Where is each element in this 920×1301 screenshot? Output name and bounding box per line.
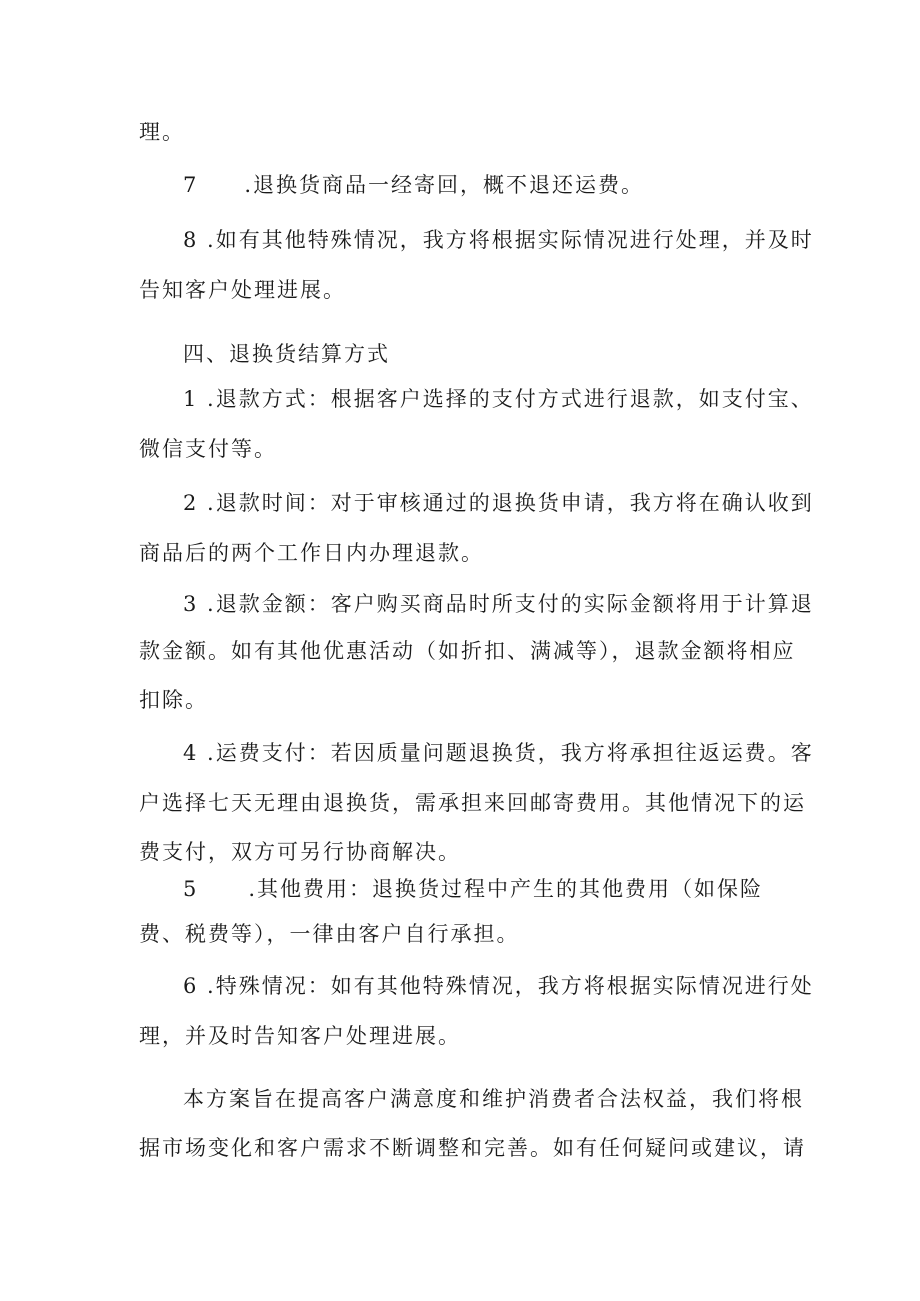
list-item-5 xyxy=(183,875,763,903)
text-line: 据市场变化和客户需求不断调整和完善。如有任何疑问或建议，请 xyxy=(139,1136,806,1160)
item-number: 5 xyxy=(183,877,199,901)
list-item-6: 6 .特殊情况：如有其他特殊情况，我方将根据实际情况进行处 xyxy=(183,974,814,998)
text-line: 扣除。 xyxy=(139,688,208,712)
section-heading: 四、退换货结算方式 xyxy=(183,342,390,366)
list-item-1: 1 .退款方式：根据客户选择的支付方式进行退款，如支付宝、 xyxy=(183,387,814,411)
item-number: 7 xyxy=(183,173,199,197)
text-line: 款金额。如有其他优惠活动（如折扣、满减等），退款金额将相应 xyxy=(139,639,796,663)
list-item-4: 4 .运费支付：若因质量问题退换货，我方将承担往返运费。客 xyxy=(183,741,814,765)
list-item-3: 3 .退款金额：客户购买商品时所支付的实际金额将用于计算退 xyxy=(183,592,814,616)
list-item-7 xyxy=(183,171,644,199)
item-text: .其他费用：退换货过程中产生的其他费用（如保险 xyxy=(248,877,764,901)
paragraph-line: 本方案旨在提高客户满意度和维护消费者合法权益，我们将根 xyxy=(183,1087,804,1111)
text-line: 理，并及时告知客户处理进展。 xyxy=(139,1024,461,1048)
text-line: 商品后的两个工作日内办理退款。 xyxy=(139,541,484,565)
list-item-8: 8 .如有其他特殊情况，我方将根据实际情况进行处理，并及时 xyxy=(183,228,814,252)
text-line: 费支付，双方可另行协商解决。 xyxy=(139,840,461,864)
text-line: 费、税费等），一律由客户自行承担。 xyxy=(139,922,520,946)
text-line: 理。 xyxy=(139,120,185,144)
text-line: 告知客户处理进展。 xyxy=(139,278,346,302)
list-item-2: 2 .退款时间：对于审核通过的退换货申请，我方将在确认收到 xyxy=(183,491,814,515)
item-text: .退换货商品一经寄回，概不退还运费。 xyxy=(244,173,645,197)
text-line: 户选择七天无理由退换货，需承担来回邮寄费用。其他情况下的运 xyxy=(139,791,806,815)
text-line: 微信支付等。 xyxy=(139,437,277,461)
